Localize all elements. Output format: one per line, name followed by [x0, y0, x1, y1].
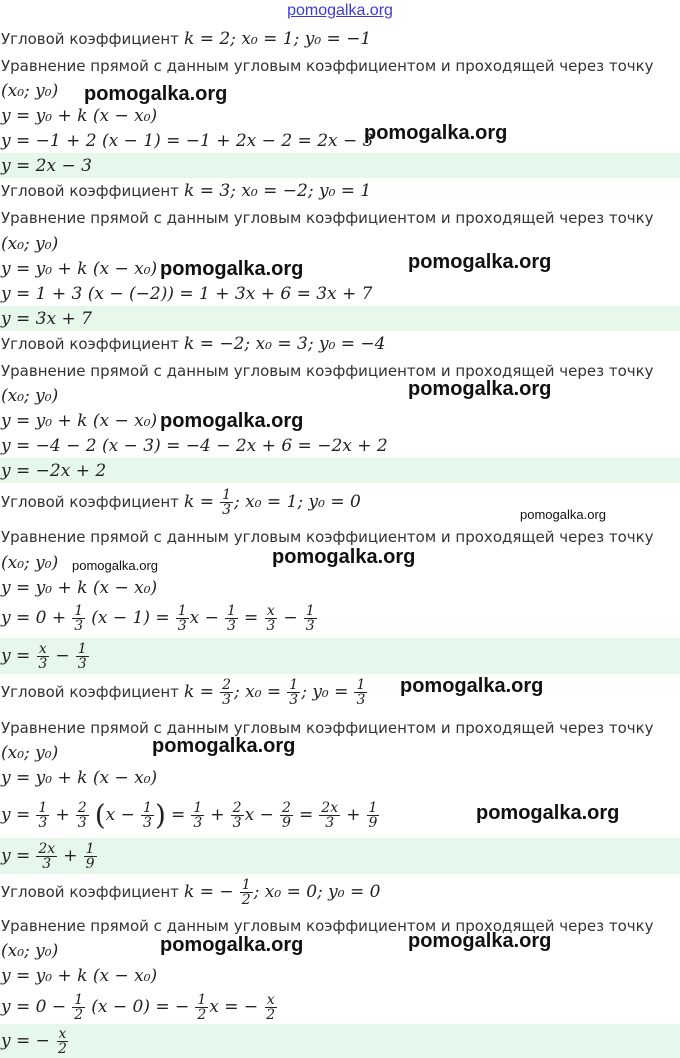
watermark: pomogalka.org	[84, 83, 228, 105]
problem-6-heading: Угловой коэффициент k = − $\frac{1}{2}$ ; x₀ = 0; y₀ = 0	[1, 877, 381, 908]
watermark: pomogalka.org	[408, 251, 552, 273]
problem-6-formula: y = y₀ + k (x − x₀)	[1, 966, 158, 986]
problem-6-substitution: y = 0 − $\frac{1}{2}$ (x − 0) = − $\frac{1}{2}$ x = − $\frac{x}{2}$	[1, 992, 276, 1023]
fraction: $\frac{1}{3}$	[226, 603, 236, 634]
fraction: $\frac{x}{2}$	[266, 992, 276, 1023]
fraction: $\frac{x}{2}$	[58, 1026, 67, 1057]
watermark: pomogalka.org	[364, 122, 508, 144]
fraction: $\frac{1}{2}$	[197, 992, 207, 1023]
watermark: pomogalka.org	[408, 930, 552, 952]
watermark: pomogalka.org	[160, 410, 304, 432]
problem-3-formula: y = y₀ + k (x − x₀)	[1, 411, 158, 431]
problem-3-substitution: y = −4 − 2 (x − 3) = −4 − 2x + 6 = −2x + 2	[1, 436, 388, 456]
fraction: $\frac{1}{3}$	[143, 800, 152, 831]
fraction: $\frac{1}{9}$	[368, 800, 378, 831]
problem-4-heading: Угловой коэффициент k = $\frac{1}{3}$ ; x₀ = 1; y₀ = 0	[1, 487, 361, 518]
problem-5-point: (x₀; y₀)	[1, 743, 59, 763]
fraction: $\frac{1}{3}$	[305, 603, 315, 634]
fraction: $\frac{2x}{3}$	[321, 800, 339, 831]
fraction: $\frac{1}{3}$	[289, 677, 299, 708]
problem-5-description: Уравнение прямой с данным угловым коэффициентом и проходящей через точку	[1, 719, 654, 737]
watermark: pomogalka.org	[520, 507, 606, 522]
problem-5-substitution: y = $\frac{1}{3}$ + $\frac{2}{3}$ (x − $\frac{1}{3}$ ) = $\frac{1}{3}$ + $\frac{2}{3}$ x − $\frac{2}{9}$ = $\frac{2x}{3}$ + $\frac{1}{9}$	[1, 798, 378, 832]
fraction: $\frac{2}{9}$	[281, 800, 291, 831]
problem-6-description: Уравнение прямой с данным угловым коэффициентом и проходящей через точку	[1, 917, 654, 935]
problem-2-formula: y = y₀ + k (x − x₀)	[1, 259, 158, 279]
problem-5-formula: y = y₀ + k (x − x₀)	[1, 768, 158, 788]
problem-2-answer: y = 3x + 7	[0, 306, 680, 331]
site-link[interactable]: pomogalka.org	[287, 2, 393, 19]
problem-2-description: Уравнение прямой с данным угловым коэффициентом и проходящей через точку	[1, 209, 654, 227]
problem-1-point: (x₀; y₀)	[1, 81, 59, 101]
problem-2-heading: Угловой коэффициент k = 3; x₀ = −2; y₀ = 1	[1, 181, 372, 201]
problem-1-formula: y = y₀ + k (x − x₀)	[1, 106, 158, 126]
watermark: pomogalka.org	[476, 802, 620, 824]
problem-4-point: (x₀; y₀)	[1, 553, 59, 573]
watermark: pomogalka.org	[272, 546, 416, 568]
fraction: $\frac{1}{3}$	[193, 800, 203, 831]
fraction: $\frac{2}{3}$	[232, 800, 242, 831]
problem-1-heading	[0, 26, 680, 51]
fraction: $\frac{1}{2}$	[74, 992, 84, 1023]
problem-5-answer: y = $\frac{2x}{3}$ + $\frac{1}{9}$	[0, 838, 680, 874]
problem-6-point: (x₀; y₀)	[1, 941, 59, 961]
problem-params: k = 2; x₀ = 1; y₀ = −1	[184, 29, 372, 49]
problem-2-point: (x₀; y₀)	[1, 234, 59, 254]
problem-2-substitution: y = 1 + 3 (x − (−2)) = 1 + 3x + 6 = 3x + 7	[1, 284, 373, 304]
fraction: $\frac{1}{3}$	[222, 487, 231, 518]
fraction: $\frac{2}{3}$	[77, 800, 87, 831]
fraction: $\frac{1}{3}$	[177, 603, 187, 634]
problem-3-description: Уравнение прямой с данным угловым коэффициентом и проходящей через точку	[1, 362, 654, 380]
problem-4-description: Уравнение прямой с данным угловым коэффициентом и проходящей через точку	[1, 528, 654, 546]
watermark: pomogalka.org	[152, 735, 296, 757]
problem-3-heading: Угловой коэффициент k = −2; x₀ = 3; y₀ = −4	[1, 334, 386, 354]
watermark: pomogalka.org	[160, 258, 304, 280]
watermark: pomogalka.org	[160, 934, 304, 956]
heading-label: Угловой коэффициент	[1, 30, 179, 48]
problem-1-answer: y = 2x − 3	[0, 153, 680, 178]
problem-4-substitution: y = 0 + $\frac{1}{3}$ (x − 1) = $\frac{1}{3}$ x − $\frac{1}{3}$ = $\frac{x}{3}$ − $\frac{1}{3}$	[1, 603, 315, 634]
fraction: $\frac{x}{3}$	[38, 641, 48, 672]
problem-3-point: (x₀; y₀)	[1, 386, 59, 406]
fraction: $\frac{1}{3}$	[356, 677, 366, 708]
watermark: pomogalka.org	[72, 558, 158, 573]
watermark: pomogalka.org	[400, 675, 544, 697]
fraction: $\frac{1}{3}$	[74, 603, 84, 634]
problem-4-answer: y = $\frac{x}{3}$ − $\frac{1}{3}$	[0, 638, 680, 674]
problem-3-answer: y = −2x + 2	[0, 458, 680, 483]
fraction: $\frac{1}{9}$	[85, 841, 95, 872]
fraction: $\frac{1}{3}$	[38, 800, 48, 831]
problem-4-formula: y = y₀ + k (x − x₀)	[1, 578, 158, 598]
fraction: $\frac{2}{3}$	[222, 677, 231, 708]
problem-5-heading: Угловой коэффициент k = $\frac{2}{3}$ ; x₀ = $\frac{1}{3}$ ; y₀ = $\frac{1}{3}$	[1, 677, 366, 708]
problem-1-substitution: y = −1 + 2 (x − 1) = −1 + 2x − 2 = 2x − 3	[1, 131, 374, 151]
watermark: pomogalka.org	[408, 378, 552, 400]
fraction: $\frac{1}{3}$	[77, 641, 87, 672]
fraction: $\frac{2x}{3}$	[38, 841, 56, 872]
fraction: $\frac{x}{3}$	[266, 603, 276, 634]
fraction: $\frac{1}{2}$	[241, 877, 251, 908]
problem-1-description: Уравнение прямой с данным угловым коэффициентом и проходящей через точку	[1, 57, 654, 75]
problem-6-answer: y = − $\frac{x}{2}$	[0, 1024, 680, 1058]
